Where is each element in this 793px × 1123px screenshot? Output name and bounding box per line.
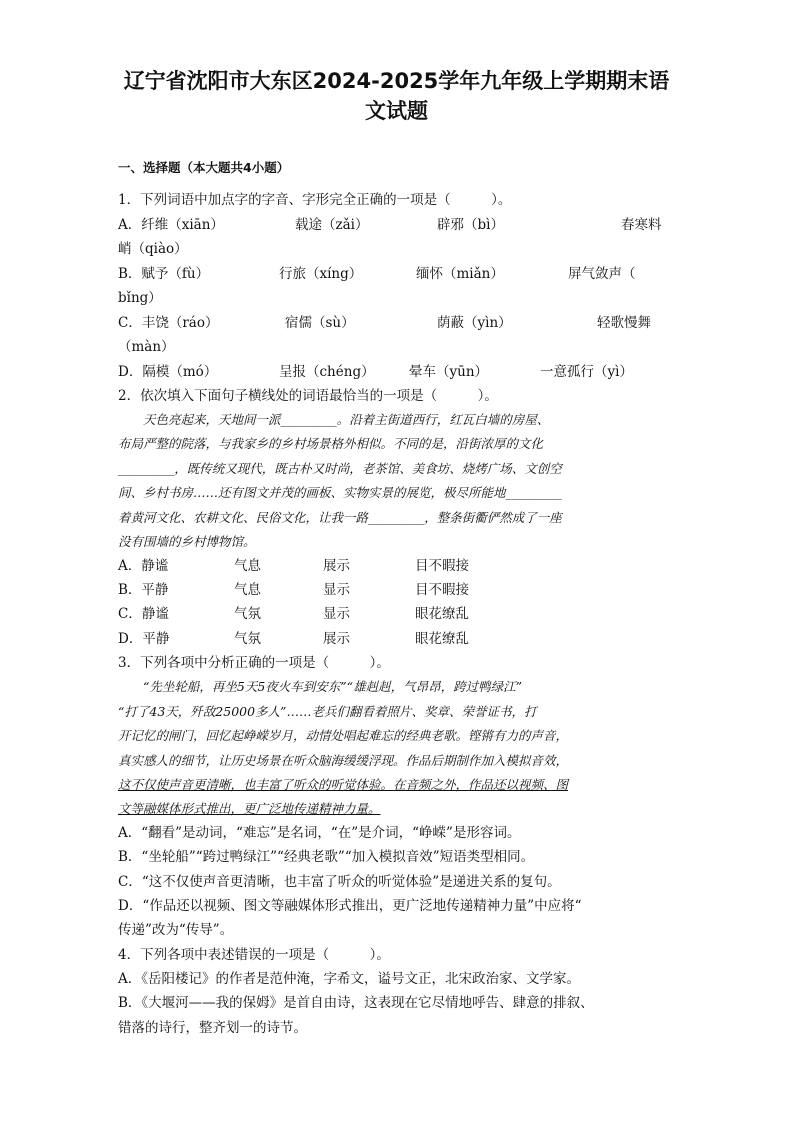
question-4-stem: 4．下列各项中表述错误的一项是（ ）。: [118, 947, 390, 963]
q2-passage-line: 着黄河文化、农耕文化、民俗文化，让我一路_________，整条街衢俨然成了一座: [118, 510, 562, 525]
q3-option-d-wrap: 传递”改为“传导”。: [118, 922, 234, 938]
question-2-stem: 2．依次填入下面句子横线处的词语最恰当的一项是（ ）。: [118, 388, 498, 404]
q1-option-c-word2: 宿儒（sù）: [285, 315, 355, 331]
q1-option-a-word4: 春寒料: [621, 217, 662, 233]
q2-option-c-word2: 气氛: [234, 606, 261, 622]
q1-option-b-word2: 行旅（xíng）: [279, 266, 363, 282]
q4-option-b: B．《大堰河——我的保姆》是首自由诗，这表现在它尽情地呼告、肆意的排叙、: [118, 995, 594, 1011]
q3-underlined-sentence: 文等融媒体形式推出，更广泛地传递精神力量。: [118, 801, 381, 816]
q2-option-d-word3: 展示: [323, 631, 350, 647]
q4-option-a: A．《岳阳楼记》的作者是范仲淹，字希文，谥号文正，北宋政治家、文学家。: [118, 971, 580, 987]
q2-passage-line: 间、乡村书房……还有图文并茂的画板、实物实景的展览，极尽所能地_________: [118, 485, 562, 500]
q3-option-b: B．“坐轮船”“跨过鸭绿江”“经典老歌”“加入模拟音效”短语类型相同。: [118, 849, 535, 865]
q1-option-d: D．隔模（mó）: [118, 364, 218, 380]
q2-option-a-word3: 展示: [323, 558, 350, 574]
q3-underlined-sentence: 这不仅使声音更清晰，也丰富了听众的听觉体验。在音频之外，作品还以视频、图: [118, 777, 569, 792]
q2-option-d: D．平静: [118, 631, 170, 647]
q2-option-d-word2: 气氛: [234, 631, 261, 647]
q2-passage-line: _________，既传统又现代，既古朴又时尚，老茶馆、美食坊、烧烤广场、文创空: [118, 461, 562, 476]
q3-option-c: C．“这不仅使声音更清晰，也丰富了听众的听觉体验”是递进关系的复句。: [118, 874, 561, 890]
q1-option-c-wrap: （màn）: [118, 339, 175, 355]
q1-option-b: B．赋予（fù）: [118, 266, 210, 282]
q2-option-c: C．静谧: [118, 606, 169, 622]
q2-option-b-word3: 显示: [323, 582, 350, 598]
q1-option-b-word4: 屏气敛声（: [568, 266, 636, 282]
q3-passage-line: “打了43天，歼敌25000多人”……老兵们翻看着照片、奖章、荣誉证书，打: [118, 704, 537, 719]
q3-passage-line: 真实感人的细节，让历史场景在听众脑海缓缓浮现。作品后期制作加入模拟音效，: [118, 753, 569, 768]
q2-option-a-word4: 目不暇接: [415, 558, 469, 574]
q2-option-b: B．平静: [118, 582, 169, 598]
q2-option-a-word2: 气息: [234, 558, 261, 574]
q1-option-a-wrap: 峭（qiào）: [118, 241, 188, 257]
q1-option-a: A．纤维（xiān）: [118, 217, 224, 233]
q1-option-c-word4: 轻歌慢舞: [597, 315, 651, 331]
section-heading: 一、选择题（本大题共4小题）: [118, 160, 290, 175]
q3-passage-line: “先坐轮船，再坐5天5夜火车到安东”“雄赳赳，气昂昂，跨过鸭绿江”: [118, 679, 522, 694]
q1-option-b-wrap: bǐng）: [118, 290, 162, 306]
q3-option-a: A．“翻看”是动词，“难忘”是名词，“在”是介词，“峥嵘”是形容词。: [118, 825, 521, 841]
title-line-1: 辽宁省沈阳市大东区2024-2025学年九年级上学期期末语: [123, 69, 670, 93]
q1-option-d-word2: 呈报（chéng）: [279, 364, 375, 380]
q2-passage-line: 布局严整的院落，与我家乡的乡村场景格外相似。不同的是，沿街浓厚的文化: [118, 436, 544, 451]
q3-option-d: D．“作品还以视频、图文等融媒体形式推出，更广泛地传递精神力量”中应将“: [118, 898, 582, 914]
q1-option-b-word3: 缅怀（miǎn）: [416, 266, 504, 282]
title-line-2: 文试题: [365, 99, 428, 123]
q2-option-a: A．静谧: [118, 558, 169, 574]
q1-option-d-word4: 一意孤行（yì）: [540, 364, 633, 380]
q1-option-a-word2: 载途（zǎi）: [295, 217, 369, 233]
q1-option-d-word3: 晕车（yūn）: [409, 364, 489, 380]
question-1-stem: 1．下列词语中加点字的字音、字形完全正确的一项是（ ）。: [118, 192, 512, 208]
q2-option-c-word3: 显示: [323, 606, 350, 622]
q2-option-b-word2: 气息: [234, 582, 261, 598]
document-title: [100, 66, 693, 126]
q2-option-b-word4: 目不暇接: [415, 582, 469, 598]
question-3-stem: 3．下列各项中分析正确的一项是（ ）。: [118, 655, 390, 671]
q2-option-c-word4: 眼花缭乱: [415, 606, 469, 622]
q3-passage-line: 开记忆的闸门，回忆起峥嵘岁月，动情处唱起难忘的经典老歌。铿锵有力的声音，: [118, 728, 569, 743]
q1-option-c: C．丰饶（ráo）: [118, 315, 219, 331]
q2-passage-line: 没有围墙的乡村博物馆。: [118, 534, 256, 549]
q1-option-a-word3: 辟邪（bì）: [437, 217, 504, 233]
q2-option-d-word4: 眼花缭乱: [415, 631, 469, 647]
q2-passage-line: 天色亮起来，天地间一派_________。沿着主街道西行，红瓦白墙的房屋、: [118, 412, 550, 427]
q1-option-c-word3: 荫蔽（yìn）: [437, 315, 512, 331]
q4-option-b-wrap: 错落的诗行，整齐划一的诗节。: [118, 1020, 307, 1036]
